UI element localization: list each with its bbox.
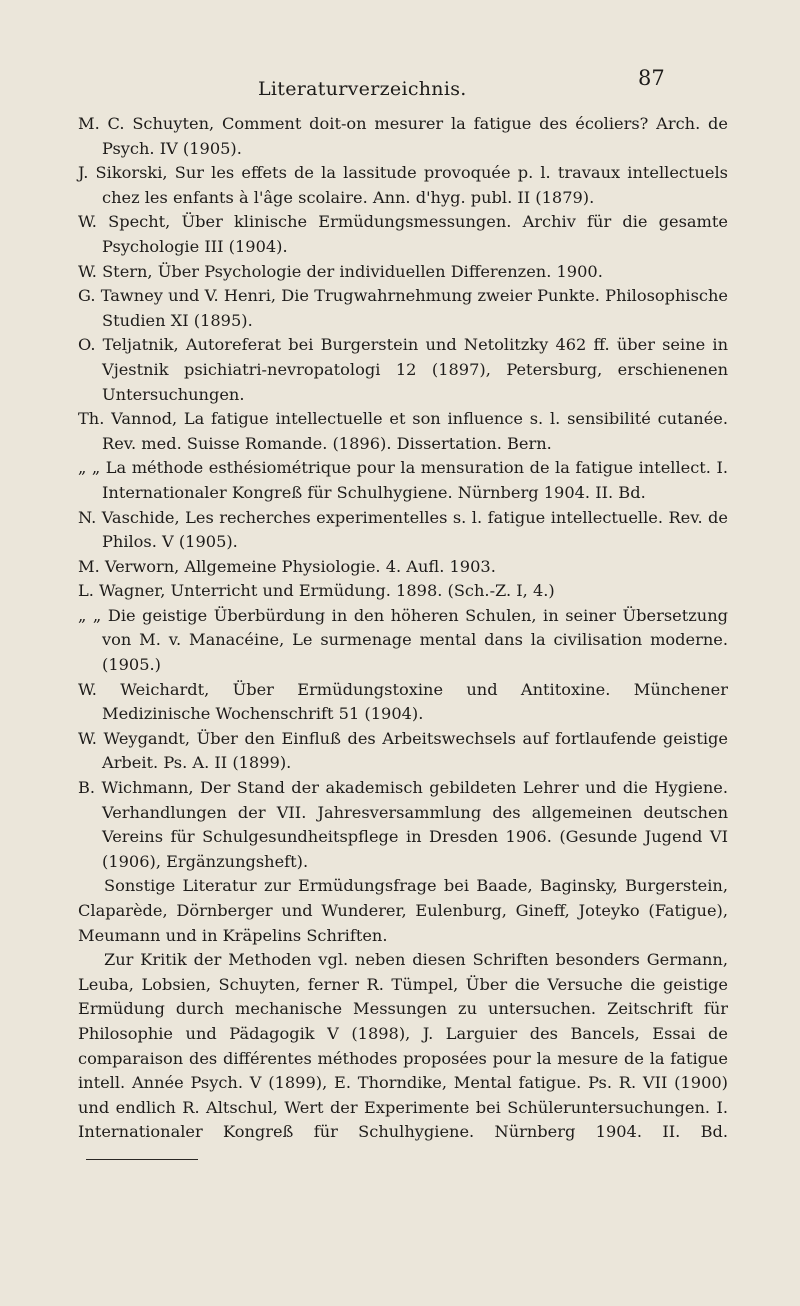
bibliography-entry: J. Sikorski, Sur les effets de la lassitude provoquée p. l. travaux intellectuels chez les enfants à l'âge scolaire. Ann. d'hyg. publ. II (1879). bbox=[78, 163, 728, 207]
bibliography-entry: B. Wichmann, Der Stand der akademisch gebildeten Lehrer und die Hygiene. Verhandlungen der VII. Jahresversammlung des allgemeinen deutschen Vereins für Schulgesundheitspflege in Dresden 1906. (Gesunde Jugend VI (1906), Ergänzungsheft). bbox=[78, 778, 728, 871]
bibliography-entry: L. Wagner, Unterricht und Ermüdung. 1898. (Sch.-Z. I, 4.) bbox=[78, 581, 555, 601]
bibliography-entry: „ „ Die geistige Überbürdung in den höheren Schulen, in seiner Übersetzung von M. v. Manacéine, Le surmenage mental dans la civilisation moderne. (1905.) bbox=[78, 605, 728, 675]
bibliography-entry: O. Teljatnik, Autoreferat bei Burgerstein und Netolitzky 462 ff. über seine in Vjestnik psichiatri-nevropatologi 12 (1897), Petersburg, erschienenen Untersuchungen. bbox=[78, 335, 728, 404]
bibliography-entry: „ „ La méthode esthésiométrique pour la mensuration de la fatigue intellect. I. Internationaler Kongreß für Schulhygiene. Nürnberg 1904. II. Bd. bbox=[78, 458, 728, 502]
bibliography-entry: W. Weichardt, Über Ermüdungstoxine und Antitoxine. Münchener Medizinische Wochenschrift 51 (1904). bbox=[78, 679, 728, 724]
page-header bbox=[0, 66, 800, 106]
end-rule bbox=[86, 1159, 198, 1160]
literature-note-final bbox=[78, 948, 728, 1169]
bibliography-entry: W. Weygandt, Über den Einfluß des Arbeitswechsels auf fortlaufende geistige Arbeit. Ps. A. II (1899). bbox=[78, 728, 728, 773]
bibliography-entry: W. Stern, Über Psychologie der individuellen Differenzen. 1900. bbox=[78, 261, 603, 281]
literature-note: Sonstige Literatur zur Ermüdungsfrage bei Baade, Baginsky, Burgerstein, Claparède, Dörnberger und Wunderer, Eulenburg, Gineff, Joteyko (Fatigue), Meumann und in Kräpelins Schriften. bbox=[78, 876, 728, 945]
bibliography-entry: Th. Vannod, La fatigue intellectuelle et son influence s. l. sensibilité cutanée. Rev. med. Suisse Romande. (1896). Dissertation. Bern. bbox=[78, 409, 728, 453]
page-number: 87 bbox=[638, 66, 665, 90]
bibliography-entry: G. Tawney und V. Henri, Die Trugwahrnehmung zweier Punkte. Philosophische Studien XI (1895). bbox=[78, 286, 728, 330]
bibliography-entry: N. Vaschide, Les recherches experimentelles s. l. fatigue intellectuelle. Rev. de Philos. V (1905). bbox=[78, 507, 728, 552]
bibliography-entry: M. C. Schuyten, Comment doit-on mesurer la fatigue des écoliers? Arch. de Psych. IV (1905). bbox=[78, 114, 728, 158]
literature-note-text: Zur Kritik der Methoden vgl. neben diesen Schriften besonders Germann, Leuba, Lobsien, Schuyten, ferner R. Tümpel, Über die Versuche die geistige Ermüdung durch mechanische Messungen zu untersuchen. Zeitschrift für Philosophie und Pädagogik V (1898), J. Larguier des Bancels, Essai de comparaison des différentes méthodes proposées pour la mesure de la fatigue intell. Année Psych. V (1899), E. Thorndike, Mental fatigue. Ps. R. VII (1900) und endlich R. Altschul, Wert der Experimente bei Schüleruntersuchungen. I. Internationaler Kongreß für Schulhygiene. Nürnberg 1904. II. Bd. bbox=[78, 950, 728, 1142]
bibliography-entry: M. Verworn, Allgemeine Physiologie. 4. Aufl. 1903. bbox=[78, 556, 496, 576]
bibliography-list bbox=[78, 112, 728, 1170]
bibliography-entry: W. Specht, Über klinische Ermüdungsmessungen. Archiv für die gesamte Psychologie III (1904). bbox=[78, 212, 728, 256]
running-title: Literaturverzeichnis. bbox=[258, 78, 467, 100]
